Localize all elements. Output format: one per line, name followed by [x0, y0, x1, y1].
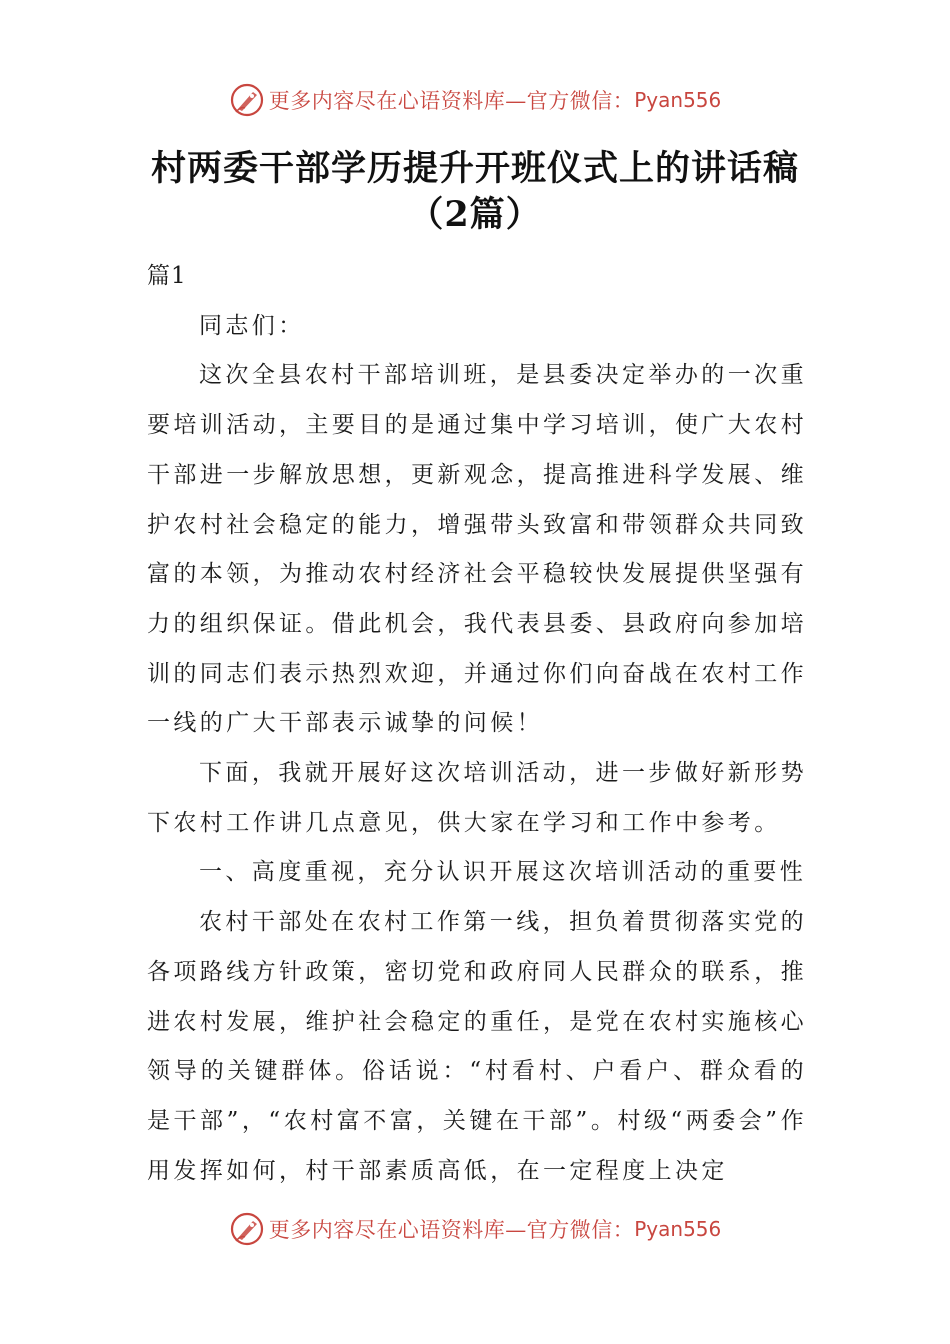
watermark-text: 更多内容尽在心语资料库—官方微信：: [268, 89, 635, 113]
title-line-1: 村两委干部学历提升开班仪式上的讲话稿: [150, 148, 799, 189]
watermark-wechat-id: Pyan556: [634, 1217, 722, 1241]
paragraph: 下面，我就开展好这次培训活动，进一步做好新形势下农村工作讲几点意见，供大家在学习和工作中参考。: [147, 760, 807, 836]
document-body: [147, 252, 807, 1196]
pen-nib-logo-icon: [229, 82, 265, 118]
watermark-banner-bottom: [0, 1209, 950, 1249]
section-label: 篇1: [147, 263, 187, 289]
section-heading: 一、高度重视，充分认识开展这次培训活动的重要性: [199, 859, 807, 886]
paragraph-salutation: 同志们：: [199, 312, 305, 339]
title-line-2: （2篇）: [408, 194, 542, 235]
pen-nib-logo-icon: [229, 1211, 265, 1247]
paragraph: 这次全县农村干部培训班，是县委决定举办的一次重要培训活动，主要目的是通过集中学习培训，使广大农村干部进一步解放思想，更新观念，提高推进科学发展、维护农村社会稳定的能力，增强带头致富和带领群众共同致富的本领，为推动农村经济社会平稳较快发展提供坚强有力的组织保证。借此机会，我代表县委、县政府向参加培训的同志们表示热烈欢迎，并通过你们向奋战在农村工作一线的广大干部表示诚挚的问候！: [147, 362, 807, 737]
paragraph: 农村干部处在农村工作第一线，担负着贯彻落实党的各项路线方针政策，密切党和政府同人民群众的联系，推进农村发展，维护社会稳定的重任，是党在农村实施核心领导的关键群体。俗话说：“村看村、户看户、群众看的是干部”，“农村富不富，关键在干部”。村级“两委会”作用发挥如何，村干部素质高低，在一定程度上决定: [147, 909, 807, 1184]
document-title: [140, 146, 810, 238]
watermark-wechat-id: Pyan556: [634, 88, 722, 112]
watermark-banner-top: [0, 80, 950, 120]
watermark-text: 更多内容尽在心语资料库—官方微信：: [268, 1218, 635, 1242]
